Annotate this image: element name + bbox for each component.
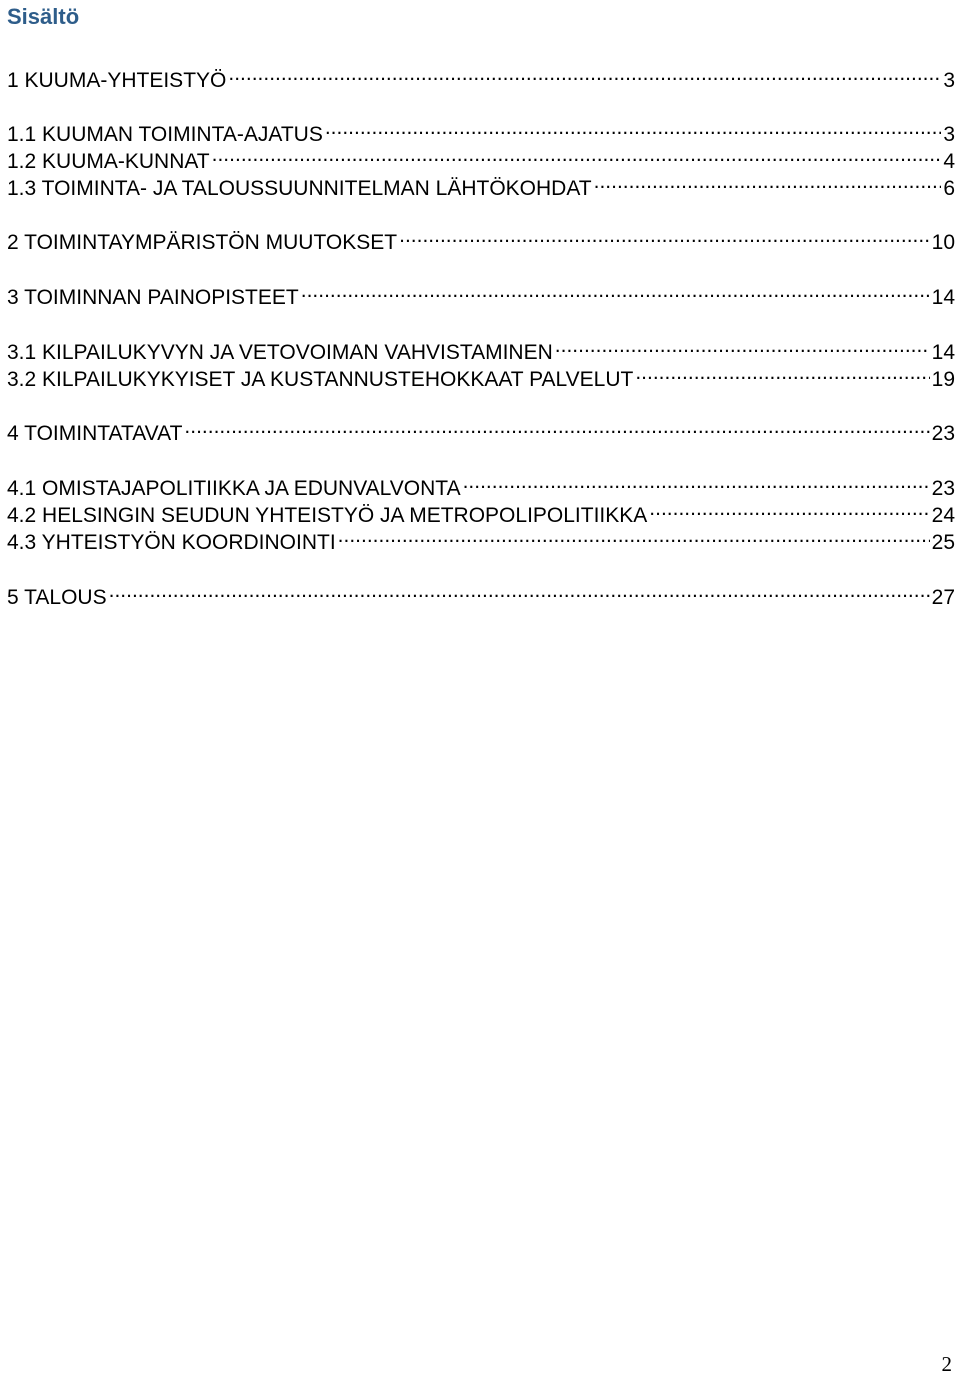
toc-entry[interactable] [7, 60, 955, 92]
toc-entry-label: 3.2 KILPAILUKYKYISET JA KUSTANNUSTEHOKKAAT PALVELUT [7, 368, 634, 391]
toc-entry[interactable] [7, 332, 955, 364]
toc-entry-label: 3 TOIMINNAN PAINOPISTEET [7, 286, 299, 309]
toc-entry[interactable] [7, 114, 955, 146]
toc-title: Sisältö [7, 4, 80, 29]
toc-entry-page: 3 [943, 123, 955, 146]
toc-entry-page: 14 [931, 286, 955, 309]
toc-dot-leader [109, 577, 930, 604]
toc-entry-page: 24 [931, 504, 955, 527]
toc-entry[interactable] [7, 577, 955, 609]
toc-dot-leader [399, 222, 930, 249]
toc-entry-label: 4.1 OMISTAJAPOLITIIKKA JA EDUNVALVONTA [7, 477, 461, 500]
toc-entry-label: 1.1 KUUMAN TOIMINTA-AJATUS [7, 123, 323, 146]
toc-entry-label: 4.2 HELSINGIN SEUDUN YHTEISTYÖ JA METROPOLIPOLITIIKKA [7, 504, 648, 527]
toc-entry-page: 19 [931, 368, 955, 391]
toc-dot-leader [635, 359, 929, 386]
toc-entry[interactable] [7, 277, 955, 309]
table-of-contents [7, 60, 955, 609]
toc-dot-leader [301, 277, 930, 304]
toc-entry-page: 6 [943, 177, 955, 200]
toc-entry-label: 3.1 KILPAILUKYVYN JA VETOVOIMAN VAHVISTAMINEN [7, 341, 553, 364]
toc-entry-page: 14 [931, 341, 955, 364]
toc-entry-page: 27 [931, 586, 955, 609]
toc-entry[interactable] [7, 413, 955, 445]
toc-entry-label: 5 TALOUS [7, 586, 107, 609]
toc-dot-leader [649, 495, 929, 522]
toc-dot-leader [228, 60, 941, 87]
toc-entry-page: 10 [931, 231, 955, 254]
toc-entry-page: 3 [943, 69, 955, 92]
toc-dot-leader [555, 332, 930, 359]
toc-entry-page: 4 [943, 150, 955, 173]
toc-dot-leader [594, 168, 942, 195]
toc-entry-label: 1.3 TOIMINTA- JA TALOUSSUUNNITELMAN LÄHTÖKOHDAT [7, 177, 592, 200]
toc-dot-leader [184, 413, 929, 440]
toc-dot-leader [212, 141, 942, 168]
toc-entry-label: 4 TOIMINTATAVAT [7, 422, 183, 445]
page-number: 2 [941, 1352, 952, 1376]
toc-entry-label: 1.2 KUUMA-KUNNAT [7, 150, 210, 173]
toc-dot-leader [325, 114, 941, 141]
toc-entry-label: 2 TOIMINTAYMPÄRISTÖN MUUTOKSET [7, 231, 398, 254]
toc-dot-leader [338, 522, 930, 549]
toc-entry[interactable] [7, 468, 955, 500]
toc-entry-page: 23 [931, 477, 955, 500]
toc-entry-label: 1 KUUMA-YHTEISTYÖ [7, 69, 227, 92]
toc-dot-leader [463, 468, 930, 495]
toc-entry-page: 23 [931, 422, 955, 445]
toc-entry-page: 25 [931, 531, 955, 554]
toc-entry-label: 4.3 YHTEISTYÖN KOORDINOINTI [7, 531, 336, 554]
toc-entry[interactable] [7, 222, 955, 254]
